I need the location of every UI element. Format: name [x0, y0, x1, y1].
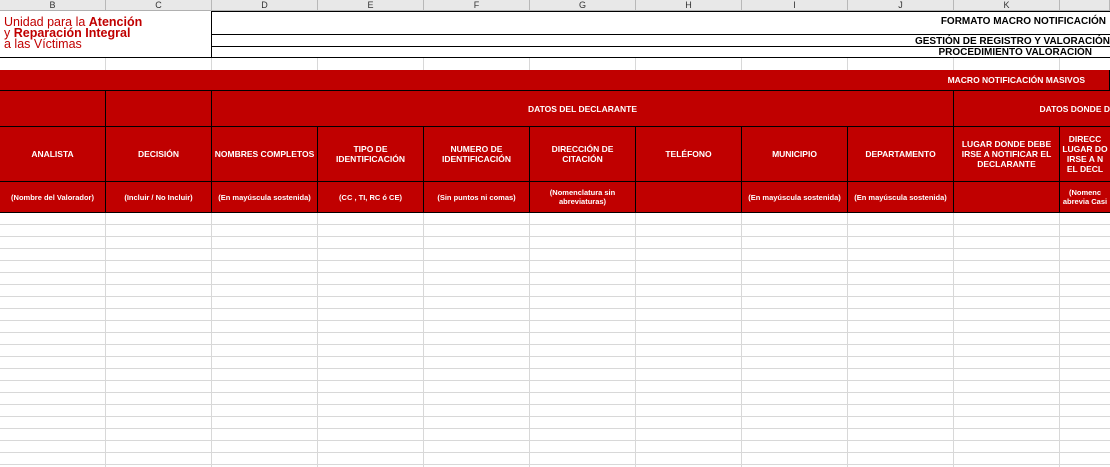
format-title: FORMATO MACRO NOTIFICACIÓN: [940, 16, 1106, 27]
column-header-k[interactable]: K: [954, 0, 1060, 10]
group-datos-declarante: DATOS DEL DECLARANTE: [212, 91, 954, 127]
column-header-f[interactable]: F: [424, 0, 530, 10]
hint-decision: (Incluir / No Incluir): [106, 182, 212, 213]
process-name: GESTIÓN DE REGISTRO Y VALORACIÓN: [914, 36, 1110, 47]
logo-line-3: a las Víctimas: [4, 37, 82, 51]
banner-macro-notificacion: MACRO NOTIFICACIÓN MASIVOS: [0, 70, 1110, 91]
column-header-e[interactable]: E: [318, 0, 424, 10]
hint-analista: (Nombre del Valorador): [0, 182, 106, 213]
logo-line-2: y Reparación Integral: [4, 26, 131, 40]
column-header-g[interactable]: G: [530, 0, 636, 10]
header-tipo-identificacion: TIPO DE IDENTIFICACIÓN: [318, 127, 424, 182]
logo-line-1: Unidad para la Atención: [4, 15, 143, 29]
hint-departamento: (En mayúscula sostenida): [848, 182, 954, 213]
header-border-top: [211, 11, 1110, 12]
header-municipio: MUNICIPIO: [742, 127, 848, 182]
column-header-j[interactable]: J: [848, 0, 954, 10]
header-direccion-lugar: DIRECC LUGAR DO IRSE A N EL DECL: [1060, 127, 1110, 182]
hint-direccion-lugar: (Nomenc abrevia Casi: [1060, 182, 1110, 213]
spreadsheet-grid[interactable]: [0, 213, 1110, 467]
hint-numero-identificacion: (Sin puntos ni comas): [424, 182, 530, 213]
header-telefono: TELÉFONO: [636, 127, 742, 182]
column-header-c[interactable]: C: [106, 0, 212, 10]
header-border-mid: [211, 34, 1110, 35]
group-datos-donde: DATOS DONDE D: [954, 91, 1110, 127]
header-numero-identificacion: NUMERO DE IDENTIFICACIÓN: [424, 127, 530, 182]
column-header-d[interactable]: D: [212, 0, 318, 10]
header-departamento: DEPARTAMENTO: [848, 127, 954, 182]
header-direccion-citacion: DIRECCIÓN DE CITACIÓN: [530, 127, 636, 182]
header-decision: DECISIÓN: [106, 127, 212, 182]
header-nombres-completos: NOMBRES COMPLETOS: [212, 127, 318, 182]
logo: [0, 11, 212, 57]
group-empty-b: [0, 91, 106, 127]
hint-tipo-identificacion: (CC , TI, RC ó CE): [318, 182, 424, 213]
hint-telefono: [636, 182, 742, 213]
procedure-name: PROCEDIMIENTO VALORACIÓN: [938, 47, 1092, 58]
hint-direccion-citacion: (Nomenclatura sin abreviaturas): [530, 182, 636, 213]
hint-nombres-completos: (En mayúscula sostenida): [212, 182, 318, 213]
column-header-bar: [0, 0, 1110, 11]
header-lugar-notificar: LUGAR DONDE DEBE IRSE A NOTIFICAR EL DECLARANTE: [954, 127, 1060, 182]
column-header-h[interactable]: H: [636, 0, 742, 10]
column-header-i[interactable]: I: [742, 0, 848, 10]
column-header-l[interactable]: [1060, 0, 1110, 10]
spacer-row: [0, 58, 1110, 70]
header-analista: ANALISTA: [0, 127, 106, 182]
hint-municipio: (En mayúscula sostenida): [742, 182, 848, 213]
group-empty-c: [106, 91, 212, 127]
column-header-b[interactable]: B: [0, 0, 106, 10]
hint-lugar-notificar: [954, 182, 1060, 213]
